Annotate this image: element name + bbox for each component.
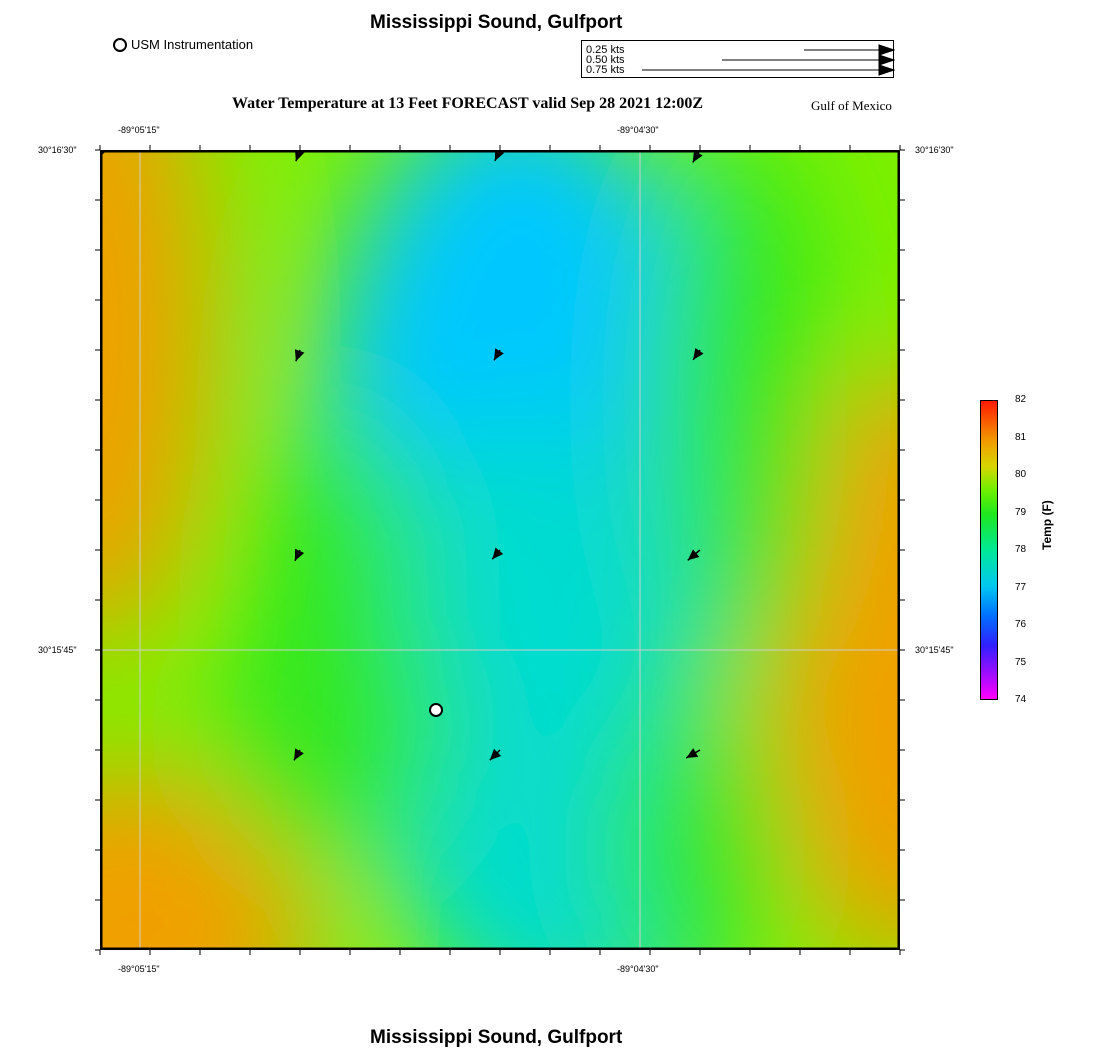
speed-legend-label: 0.75 kts bbox=[586, 64, 625, 76]
station-circle-icon bbox=[113, 38, 127, 52]
colorbar-tick-label: 74 bbox=[1015, 694, 1027, 705]
speed-legend-arrow-icon bbox=[642, 45, 894, 75]
colorbar-label: Temp (F) bbox=[1040, 500, 1054, 550]
colorbar-tick-label: 82 bbox=[1015, 394, 1027, 405]
lat-label-right: 30°15'45" bbox=[915, 645, 954, 655]
lon-label-bottom: -89°04'30" bbox=[617, 964, 659, 974]
colorbar-tick-label: 75 bbox=[1015, 656, 1027, 668]
colorbar-tick-label: 76 bbox=[1015, 619, 1027, 630]
station-legend bbox=[113, 37, 253, 52]
map-title: Mississippi Sound, Gulfport bbox=[370, 12, 623, 33]
speed-legend-arrows bbox=[582, 41, 895, 79]
lon-label-bottom: -89°05'15" bbox=[118, 964, 160, 974]
lat-label-right: 30°16'30" bbox=[915, 145, 954, 155]
colorbar-tick-label: 78 bbox=[1015, 544, 1027, 555]
speed-legend-label: 0.50 kts bbox=[586, 54, 625, 66]
lat-label-left: 30°16'30" bbox=[38, 145, 77, 155]
station-legend-label: USM Instrumentation bbox=[131, 37, 254, 52]
colorbar-tick-label: 79 bbox=[1015, 506, 1027, 518]
speed-legend-label: 0.25 kts bbox=[586, 44, 625, 56]
region-label: Gulf of Mexico bbox=[811, 98, 892, 113]
lat-label-left: 30°15'45" bbox=[38, 645, 77, 655]
frame-ticks bbox=[90, 140, 910, 960]
colorbar-tick-label: 80 bbox=[1015, 469, 1027, 480]
colorbar-tick-label: 81 bbox=[1015, 431, 1027, 443]
map-subtitle: Water Temperature at 13 Feet FORECAST valid Sep 28 2021 12:00Z bbox=[232, 95, 704, 112]
colorbar-tick-label: 77 bbox=[1015, 581, 1027, 593]
lon-label-top: -89°05'15" bbox=[118, 125, 160, 135]
footer-title: Mississippi Sound, Gulfport bbox=[370, 1027, 623, 1048]
temperature-colorbar bbox=[980, 400, 998, 700]
current-speed-legend bbox=[581, 40, 894, 78]
lon-label-top: -89°04'30" bbox=[617, 125, 659, 135]
